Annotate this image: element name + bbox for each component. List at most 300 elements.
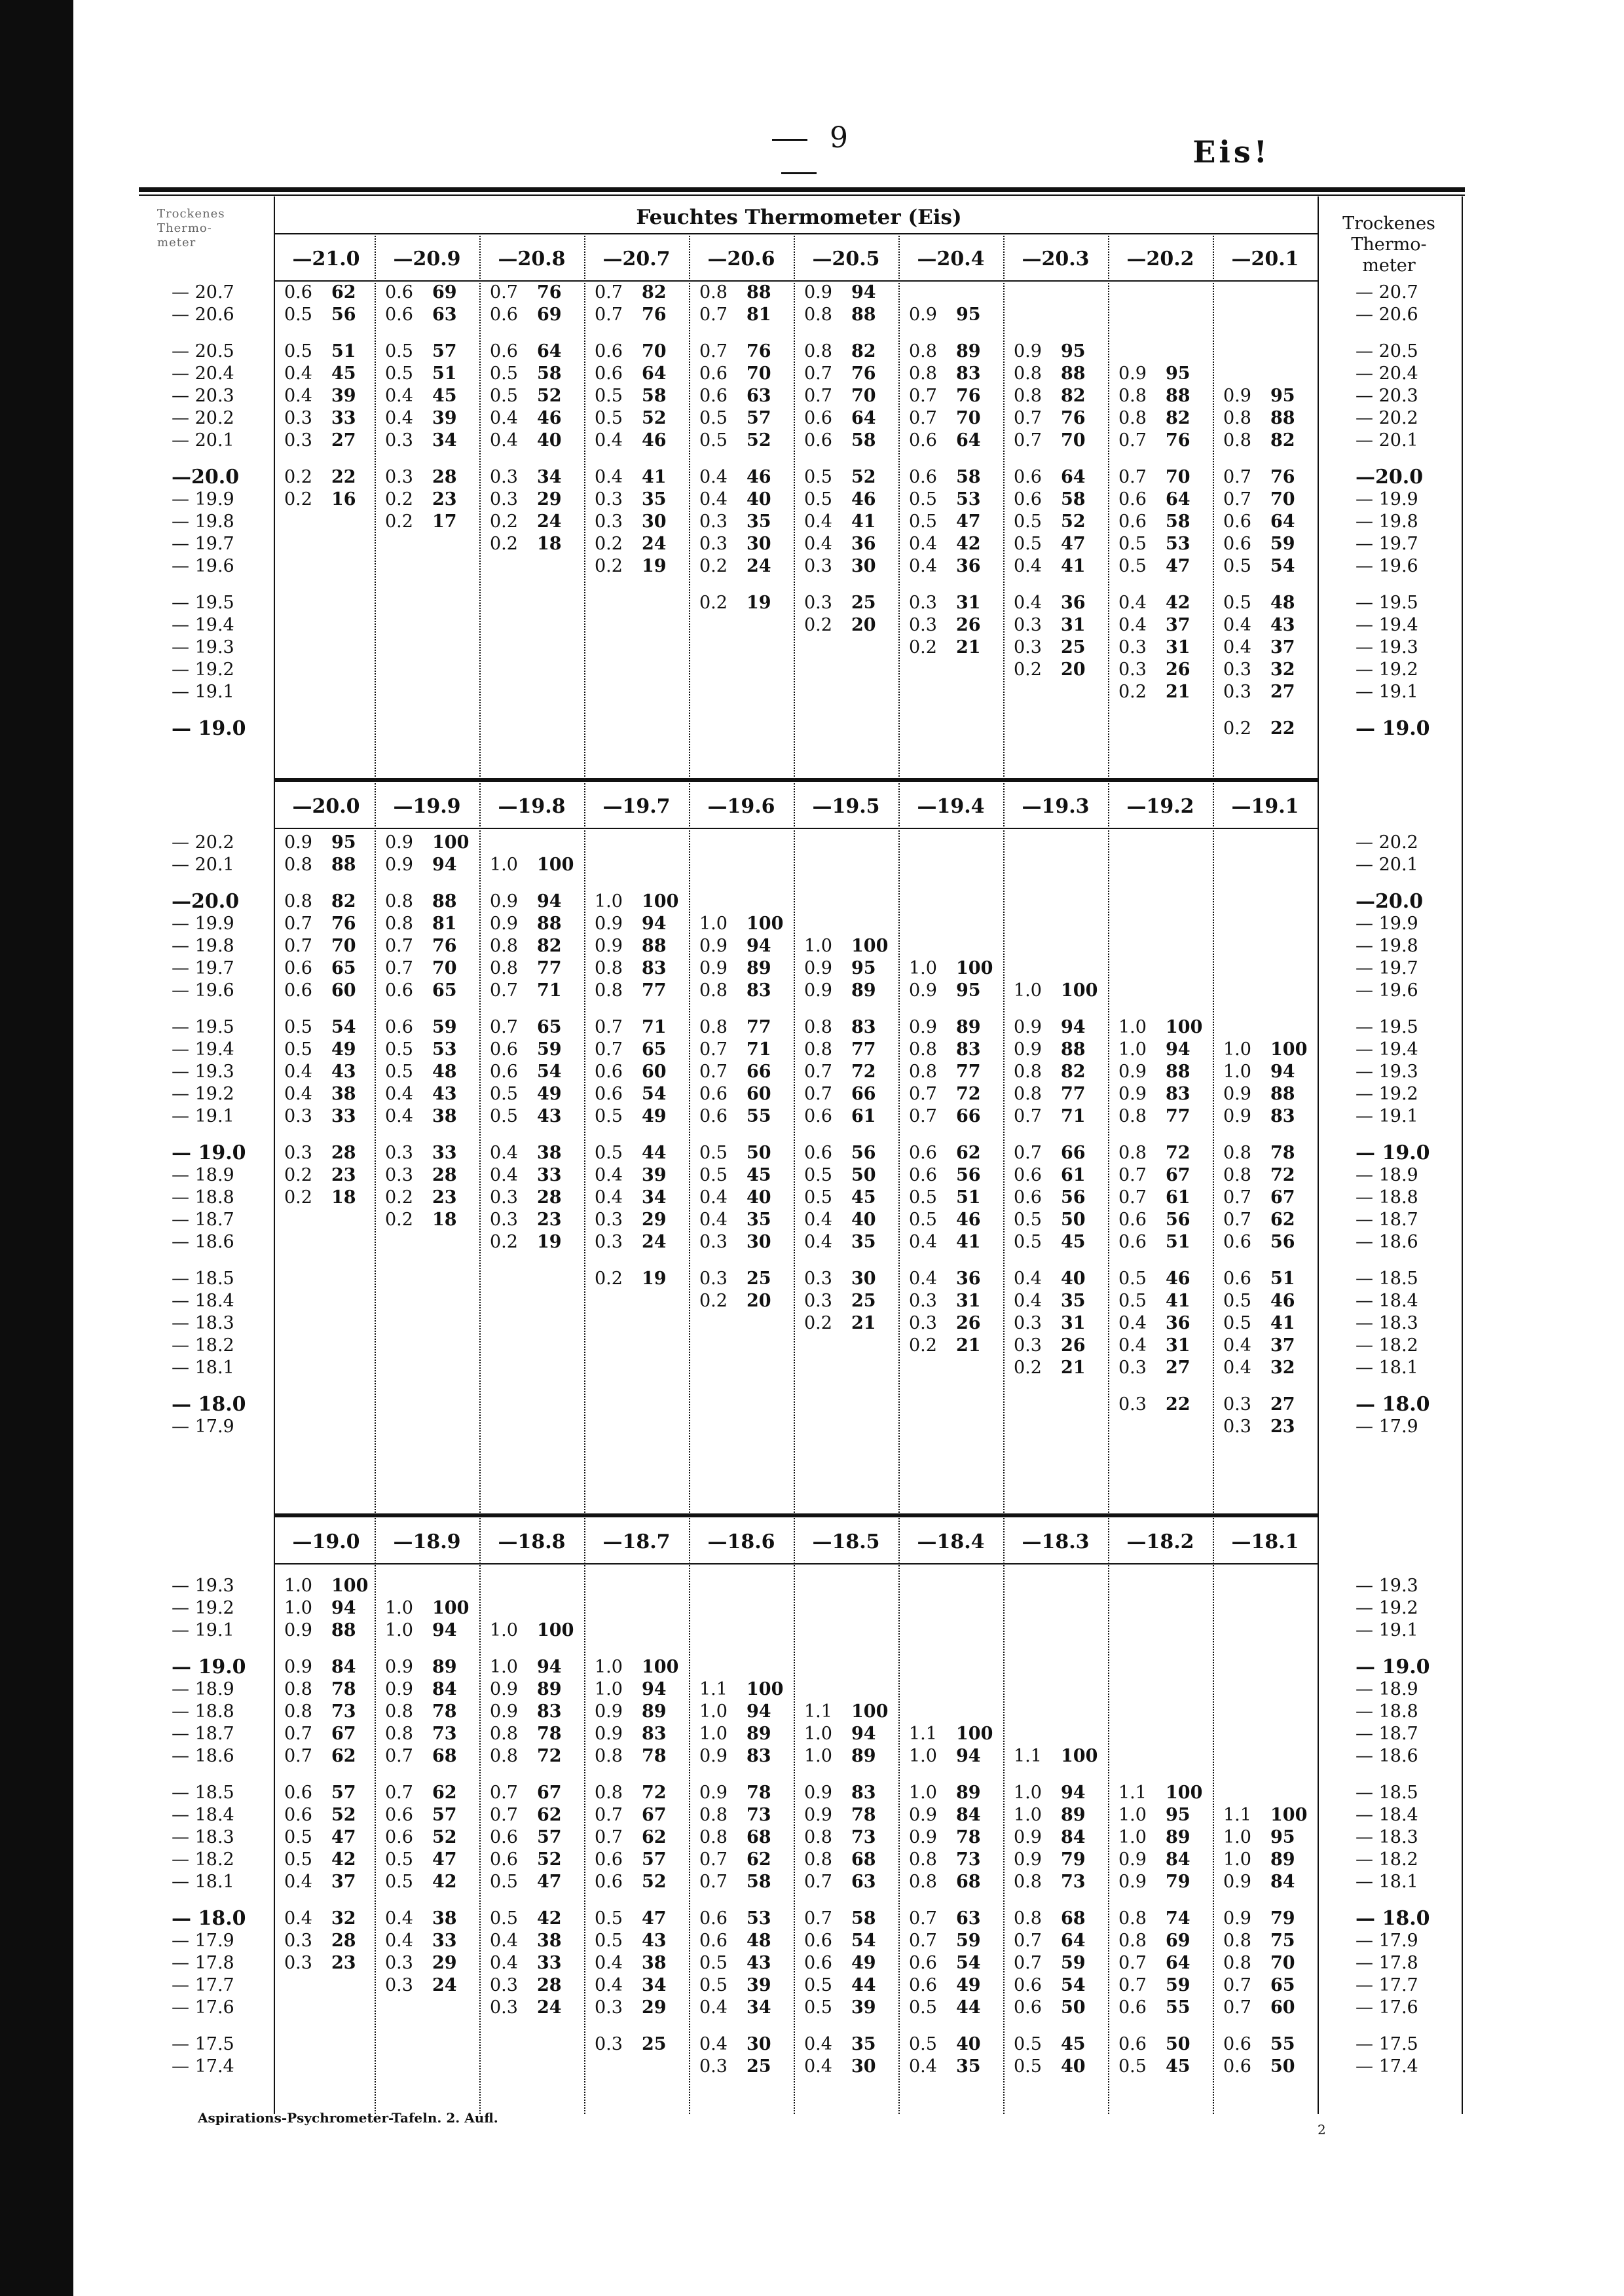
table-cell: [699, 430, 788, 452]
relative-humidity: 55: [1270, 2034, 1295, 2054]
vapor-pressure-diff: 0.4: [385, 408, 413, 428]
table-cell: [595, 466, 684, 489]
relative-humidity: 39: [747, 1975, 771, 1995]
relative-humidity: 94: [956, 1746, 981, 1766]
dry-bulb-label-right: — 18.4: [1356, 1805, 1418, 1825]
relative-humidity: 50: [851, 1165, 876, 1185]
table-cell: [1223, 592, 1312, 614]
relative-humidity: 23: [432, 1187, 457, 1208]
vapor-pressure-diff: 0.9: [490, 1679, 518, 1699]
vapor-pressure-diff: 0.9: [909, 1827, 937, 1847]
vapor-pressure-diff: 0.2: [699, 556, 728, 576]
table-cell: [1118, 1335, 1208, 1357]
table-cell: [699, 511, 788, 533]
relative-humidity: 64: [537, 341, 562, 361]
table-cell: [1223, 1105, 1312, 1128]
table-cell: [1118, 1209, 1208, 1231]
relative-humidity: 50: [1061, 1997, 1086, 2018]
table-cell: [490, 1231, 579, 1253]
relative-humidity: 67: [1270, 1187, 1295, 1208]
table-cell: [1014, 511, 1103, 533]
relative-humidity: 88: [1061, 363, 1086, 384]
vapor-pressure-diff: 0.8: [804, 1017, 832, 1037]
table-cell: [1014, 363, 1103, 385]
relative-humidity: 68: [747, 1827, 771, 1847]
column-separator: [375, 233, 376, 779]
vapor-pressure-diff: 0.6: [909, 1143, 937, 1163]
vapor-pressure-diff: 0.5: [490, 386, 518, 406]
table-cell: [385, 1849, 474, 1871]
relative-humidity: 82: [1166, 408, 1190, 428]
table-cell: [595, 1974, 684, 1997]
relative-humidity: 33: [537, 1953, 562, 1973]
table-cell: [804, 1290, 893, 1312]
relative-humidity: 100: [1061, 980, 1098, 1001]
relative-humidity: 61: [1166, 1187, 1190, 1208]
column-separator: [1003, 781, 1005, 1513]
dry-bulb-label-left: — 19.6: [172, 556, 234, 576]
vapor-pressure-diff: 1.1: [1014, 1746, 1042, 1766]
vapor-pressure-diff: 1.0: [490, 1620, 518, 1640]
table-cell: [385, 1656, 474, 1678]
relative-humidity: 39: [851, 1997, 876, 2018]
dry-bulb-label-right: — 18.2: [1356, 1335, 1418, 1356]
relative-humidity: 45: [432, 386, 457, 406]
table-cell: [1014, 1164, 1103, 1187]
relative-humidity: 46: [1166, 1268, 1190, 1289]
vapor-pressure-diff: 0.9: [385, 832, 413, 853]
dry-bulb-label-right: — 18.4: [1356, 1291, 1418, 1311]
vapor-pressure-diff: 0.3: [490, 1975, 518, 1995]
table-cell: [1223, 659, 1312, 681]
relative-humidity: 44: [956, 1997, 981, 2018]
relative-humidity: 25: [1061, 637, 1086, 657]
vapor-pressure-diff: 1.1: [804, 1701, 832, 1722]
table-cell: [909, 592, 998, 614]
vapor-pressure-diff: 0.5: [909, 2034, 937, 2054]
table-cell: [1118, 511, 1208, 533]
relative-humidity: 31: [956, 593, 981, 613]
table-cell: [595, 1083, 684, 1105]
relative-humidity: 40: [851, 1210, 876, 1230]
relative-humidity: 95: [1270, 386, 1295, 406]
column-separator: [1213, 781, 1214, 1513]
relative-humidity: 66: [851, 1084, 876, 1104]
relative-humidity: 58: [956, 467, 981, 487]
table-cell: [1118, 555, 1208, 578]
wet-bulb-column-header: —20.8: [498, 248, 566, 270]
table-cell: [1223, 614, 1312, 637]
vapor-pressure-diff: 1.0: [1118, 1039, 1147, 1060]
relative-humidity: 33: [331, 408, 356, 428]
dry-bulb-label-left: — 17.8: [172, 1953, 234, 1973]
relative-humidity: 51: [956, 1187, 981, 1208]
vapor-pressure-diff: 0.2: [385, 511, 413, 532]
relative-humidity: 21: [956, 1335, 981, 1356]
relative-humidity: 42: [1166, 593, 1190, 613]
table-cell: [1223, 1908, 1312, 1930]
dry-bulb-label-right: — 18.5: [1356, 1783, 1418, 1803]
table-cell: [909, 1997, 998, 2019]
vapor-pressure-diff: 0.4: [595, 1165, 623, 1185]
table-cell: [1014, 1290, 1103, 1312]
table-cell: [1223, 1416, 1312, 1438]
relative-humidity: 27: [1270, 1394, 1295, 1415]
table-cell: [699, 1849, 788, 1871]
relative-humidity: 54: [851, 1931, 876, 1951]
table-cell: [1014, 1335, 1103, 1357]
vapor-pressure-diff: 0.6: [490, 1039, 518, 1060]
table-cell: [699, 1678, 788, 1701]
table-cell: [1014, 1061, 1103, 1083]
vapor-pressure-diff: 0.9: [595, 936, 623, 956]
relative-humidity: 71: [1061, 1106, 1086, 1126]
relative-humidity: 26: [956, 1313, 981, 1333]
table-cell: [385, 385, 474, 407]
vapor-pressure-diff: 0.7: [699, 1849, 728, 1870]
relative-humidity: 94: [851, 282, 876, 303]
vapor-pressure-diff: 0.3: [595, 1210, 623, 1230]
relative-humidity: 66: [747, 1062, 771, 1082]
table-cell: [284, 1723, 373, 1745]
vapor-pressure-diff: 0.5: [1223, 1313, 1251, 1333]
vapor-pressure-diff: 0.3: [284, 1931, 312, 1951]
vapor-pressure-diff: 0.4: [804, 2056, 832, 2077]
table-cell: [1014, 430, 1103, 452]
relative-humidity: 76: [747, 341, 771, 361]
table-cell: [385, 511, 474, 533]
relative-humidity: 62: [331, 1746, 356, 1766]
vapor-pressure-diff: 0.7: [1223, 1975, 1251, 1995]
table-cell: [385, 1187, 474, 1209]
relative-humidity: 95: [1061, 341, 1086, 361]
table-cell: [699, 935, 788, 957]
column-separator: [1108, 233, 1109, 779]
table-cell: [490, 1164, 579, 1187]
relative-humidity: 33: [432, 1143, 457, 1163]
vapor-pressure-diff: 0.3: [490, 489, 518, 509]
vapor-pressure-diff: 0.7: [909, 1106, 937, 1126]
table-cell: [1014, 1231, 1103, 1253]
table-cell: [490, 363, 579, 385]
relative-humidity: 58: [642, 386, 667, 406]
relative-humidity: 88: [851, 305, 876, 325]
vapor-pressure-diff: 0.6: [699, 363, 728, 384]
dry-bulb-label-left: — 19.2: [172, 1084, 234, 1104]
vapor-pressure-diff: 0.4: [804, 1210, 832, 1230]
dry-bulb-label-left: — 17.9: [172, 1931, 234, 1951]
relative-humidity: 45: [1061, 1232, 1086, 1252]
table-cell: [385, 1105, 474, 1128]
table-cell: [490, 1061, 579, 1083]
table-cell: [1223, 1268, 1312, 1290]
dry-bulb-label-left: — 19.8: [172, 936, 234, 956]
table-cell: [1118, 407, 1208, 430]
dry-bulb-label-right: — 18.1: [1356, 1358, 1418, 1378]
relative-humidity: 70: [851, 386, 876, 406]
table-cell: [909, 614, 998, 637]
vapor-pressure-diff: 0.6: [1118, 1210, 1147, 1230]
table-cell: [1223, 489, 1312, 511]
relative-humidity: 23: [1270, 1416, 1295, 1437]
vapor-pressure-diff: 0.5: [1118, 1291, 1147, 1311]
table-cell: [595, 1039, 684, 1061]
vapor-pressure-diff: 0.4: [490, 430, 518, 451]
relative-humidity: 83: [851, 1783, 876, 1803]
column-separator: [584, 781, 585, 1513]
relative-humidity: 46: [1270, 1291, 1295, 1311]
table-cell: [1223, 1335, 1312, 1357]
table-cell: [385, 1804, 474, 1826]
relative-humidity: 70: [642, 341, 667, 361]
vapor-pressure-diff: 0.5: [804, 1165, 832, 1185]
relative-humidity: 72: [1166, 1143, 1190, 1163]
table-cell: [1014, 1952, 1103, 1974]
dry-bulb-label-right: — 18.9: [1356, 1165, 1418, 1185]
column-separator: [898, 1516, 900, 2114]
relative-humidity: 78: [537, 1724, 562, 1744]
vapor-pressure-diff: 0.4: [1118, 615, 1147, 635]
relative-humidity: 89: [432, 1657, 457, 1677]
wet-bulb-column-header: —18.4: [917, 1530, 985, 1553]
relative-humidity: 48: [432, 1062, 457, 1082]
relative-humidity: 24: [747, 556, 771, 576]
table-cell: [909, 1871, 998, 1893]
vapor-pressure-diff: 0.5: [1223, 1291, 1251, 1311]
table-cell: [385, 1701, 474, 1723]
vapor-pressure-diff: 0.6: [804, 1106, 832, 1126]
vapor-pressure-diff: 0.5: [804, 489, 832, 509]
vapor-pressure-diff: 0.7: [699, 1872, 728, 1892]
table-cell: [1118, 1312, 1208, 1335]
vapor-pressure-diff: 0.5: [1014, 2034, 1042, 2054]
vapor-pressure-diff: 0.6: [385, 282, 413, 303]
table-cell: [909, 1231, 998, 1253]
table-cell: [1014, 1974, 1103, 1997]
vapor-pressure-diff: 0.3: [699, 1268, 728, 1289]
table-cell: [1014, 1908, 1103, 1930]
vapor-pressure-diff: 0.9: [284, 832, 312, 853]
vapor-pressure-diff: 0.9: [1014, 1827, 1042, 1847]
vapor-pressure-diff: 0.7: [385, 1783, 413, 1803]
table-cell: [804, 1804, 893, 1826]
relative-humidity: 34: [642, 1975, 667, 1995]
dry-bulb-label-left: — 19.0: [172, 717, 246, 740]
table-cell: [490, 511, 579, 533]
vapor-pressure-diff: 0.8: [1118, 1908, 1147, 1929]
wet-bulb-column-header: —18.7: [602, 1530, 671, 1553]
table-cell: [1223, 1187, 1312, 1209]
relative-humidity: 83: [1270, 1106, 1295, 1126]
vapor-pressure-diff: 0.9: [284, 1657, 312, 1677]
dry-bulb-label-right: — 19.6: [1356, 556, 1418, 576]
relative-humidity: 67: [537, 1783, 562, 1803]
relative-humidity: 79: [1270, 1908, 1295, 1929]
table-cell: [699, 1061, 788, 1083]
wet-bulb-column-header: —19.1: [1231, 795, 1299, 818]
relative-humidity: 88: [1166, 1062, 1190, 1082]
relative-humidity: 100: [1166, 1783, 1203, 1803]
table-cell: [490, 1187, 579, 1209]
relative-humidity: 88: [432, 891, 457, 912]
wet-bulb-column-header: —19.4: [917, 795, 985, 818]
dry-bulb-label-left: — 19.3: [172, 1576, 234, 1596]
table-cell: [385, 282, 474, 304]
vapor-pressure-diff: 0.2: [284, 1187, 312, 1208]
table-cell: [385, 1142, 474, 1164]
vapor-pressure-diff: 0.6: [490, 1849, 518, 1870]
vapor-pressure-diff: 0.6: [1118, 1997, 1147, 2018]
wet-bulb-column-header: —19.9: [393, 795, 461, 818]
relative-humidity: 52: [851, 467, 876, 487]
relative-humidity: 41: [851, 511, 876, 532]
table-cell: [909, 511, 998, 533]
table-cell: [1014, 659, 1103, 681]
relative-humidity: 19: [537, 1232, 562, 1252]
vapor-pressure-diff: 1.0: [385, 1598, 413, 1618]
vapor-pressure-diff: 0.9: [699, 936, 728, 956]
vapor-pressure-diff: 0.4: [1118, 1335, 1147, 1356]
table-cell: [909, 304, 998, 326]
relative-humidity: 48: [747, 1931, 771, 1951]
vapor-pressure-diff: 0.8: [1223, 1953, 1251, 1973]
relative-humidity: 82: [642, 282, 667, 303]
relative-humidity: 34: [432, 430, 457, 451]
vapor-pressure-diff: 0.3: [1014, 637, 1042, 657]
table-cell: [1014, 1268, 1103, 1290]
vapor-pressure-diff: 0.9: [1223, 386, 1251, 406]
table-cell: [1118, 1826, 1208, 1849]
column-separator: [1108, 1516, 1109, 2114]
vapor-pressure-diff: 0.9: [1223, 1106, 1251, 1126]
table-cell: [595, 1908, 684, 1930]
relative-humidity: 81: [432, 914, 457, 934]
vapor-pressure-diff: 0.6: [1118, 1232, 1147, 1252]
relative-humidity: 16: [331, 489, 356, 509]
relative-humidity: 68: [432, 1746, 457, 1766]
table-cell: [909, 1745, 998, 1768]
relative-humidity: 50: [1270, 2056, 1295, 2077]
dry-bulb-label-left: — 19.8: [172, 511, 234, 532]
vapor-pressure-diff: 0.2: [699, 593, 728, 613]
table-cell: [804, 935, 893, 957]
relative-humidity: 65: [642, 1039, 667, 1060]
table-cell: [1223, 681, 1312, 703]
table-cell: [1118, 430, 1208, 452]
relative-humidity: 94: [642, 1679, 667, 1699]
relative-humidity: 21: [1166, 682, 1190, 702]
table-cell: [490, 1974, 579, 1997]
relative-humidity: 77: [1061, 1084, 1086, 1104]
vapor-pressure-diff: 0.3: [1118, 1394, 1147, 1415]
table-cell: [385, 913, 474, 935]
relative-humidity: 70: [1270, 1953, 1295, 1973]
relative-humidity: 77: [956, 1062, 981, 1082]
dry-bulb-label-right: — 18.7: [1356, 1210, 1418, 1230]
table-cell: [909, 2056, 998, 2078]
vapor-pressure-diff: 0.8: [804, 1039, 832, 1060]
dry-bulb-label-left: — 20.2: [172, 408, 234, 428]
table-cell: [1118, 1187, 1208, 1209]
vapor-pressure-diff: 0.5: [909, 1210, 937, 1230]
relative-humidity: 94: [1166, 1039, 1190, 1060]
dry-bulb-label-right: — 20.1: [1356, 430, 1418, 451]
relative-humidity: 60: [747, 1084, 771, 1104]
vapor-pressure-diff: 0.6: [804, 430, 832, 451]
vapor-pressure-diff: 1.0: [699, 914, 728, 934]
relative-humidity: 62: [537, 1805, 562, 1825]
vapor-pressure-diff: 0.2: [284, 489, 312, 509]
relative-humidity: 25: [747, 1268, 771, 1289]
relative-humidity: 72: [642, 1783, 667, 1803]
vapor-pressure-diff: 0.3: [1223, 1394, 1251, 1415]
relative-humidity: 22: [331, 467, 356, 487]
relative-humidity: 72: [537, 1746, 562, 1766]
vapor-pressure-diff: 0.7: [1223, 1187, 1251, 1208]
vapor-pressure-diff: 0.2: [699, 1291, 728, 1311]
vapor-pressure-diff: 0.3: [284, 1953, 312, 1973]
relative-humidity: 100: [1270, 1039, 1308, 1060]
relative-humidity: 61: [851, 1106, 876, 1126]
dry-bulb-label-right: — 17.5: [1356, 2034, 1418, 2054]
dry-bulb-label-right: — 18.2: [1356, 1849, 1418, 1870]
table-cell: [699, 1105, 788, 1128]
vapor-pressure-diff: 0.8: [804, 305, 832, 325]
relative-humidity: 82: [851, 341, 876, 361]
table-cell: [490, 1745, 579, 1768]
vapor-pressure-diff: 0.3: [490, 1187, 518, 1208]
relative-humidity: 55: [1166, 1997, 1190, 2018]
dry-bulb-label-left: — 20.2: [172, 832, 234, 853]
table-cell: [699, 1142, 788, 1164]
column-separator: [1003, 1516, 1005, 2114]
vapor-pressure-diff: 0.5: [804, 467, 832, 487]
vapor-pressure-diff: 0.9: [1118, 1084, 1147, 1104]
vapor-pressure-diff: 0.8: [909, 341, 937, 361]
vapor-pressure-diff: 0.9: [385, 1657, 413, 1677]
relative-humidity: 23: [331, 1953, 356, 1973]
vapor-pressure-diff: 1.0: [595, 1679, 623, 1699]
relative-humidity: 100: [432, 832, 470, 853]
vapor-pressure-diff: 0.5: [909, 511, 937, 532]
table-cell: [595, 1997, 684, 2019]
vapor-pressure-diff: 0.6: [909, 430, 937, 451]
table-cell: [909, 1723, 998, 1745]
vapor-pressure-diff: 0.5: [1014, 534, 1042, 554]
relative-humidity: 59: [537, 1039, 562, 1060]
table-cell: [1223, 2056, 1312, 2078]
vapor-pressure-diff: 0.6: [1223, 534, 1251, 554]
vapor-pressure-diff: 0.6: [699, 1106, 728, 1126]
vapor-pressure-diff: 0.3: [909, 615, 937, 635]
relative-humidity: 89: [747, 958, 771, 978]
relative-humidity: 37: [331, 1872, 356, 1892]
relative-humidity: 70: [956, 408, 981, 428]
relative-humidity: 95: [1166, 1805, 1190, 1825]
table-cell: [699, 957, 788, 980]
vapor-pressure-diff: 0.5: [385, 363, 413, 384]
table-cell: [804, 1105, 893, 1128]
table-cell: [284, 1083, 373, 1105]
vapor-pressure-diff: 1.0: [284, 1576, 312, 1596]
relative-humidity: 83: [851, 1017, 876, 1037]
relative-humidity: 47: [537, 1872, 562, 1892]
relative-humidity: 28: [537, 1975, 562, 1995]
relative-humidity: 58: [747, 1872, 771, 1892]
relative-humidity: 66: [1061, 1143, 1086, 1163]
relative-humidity: 70: [747, 363, 771, 384]
relative-humidity: 46: [537, 408, 562, 428]
